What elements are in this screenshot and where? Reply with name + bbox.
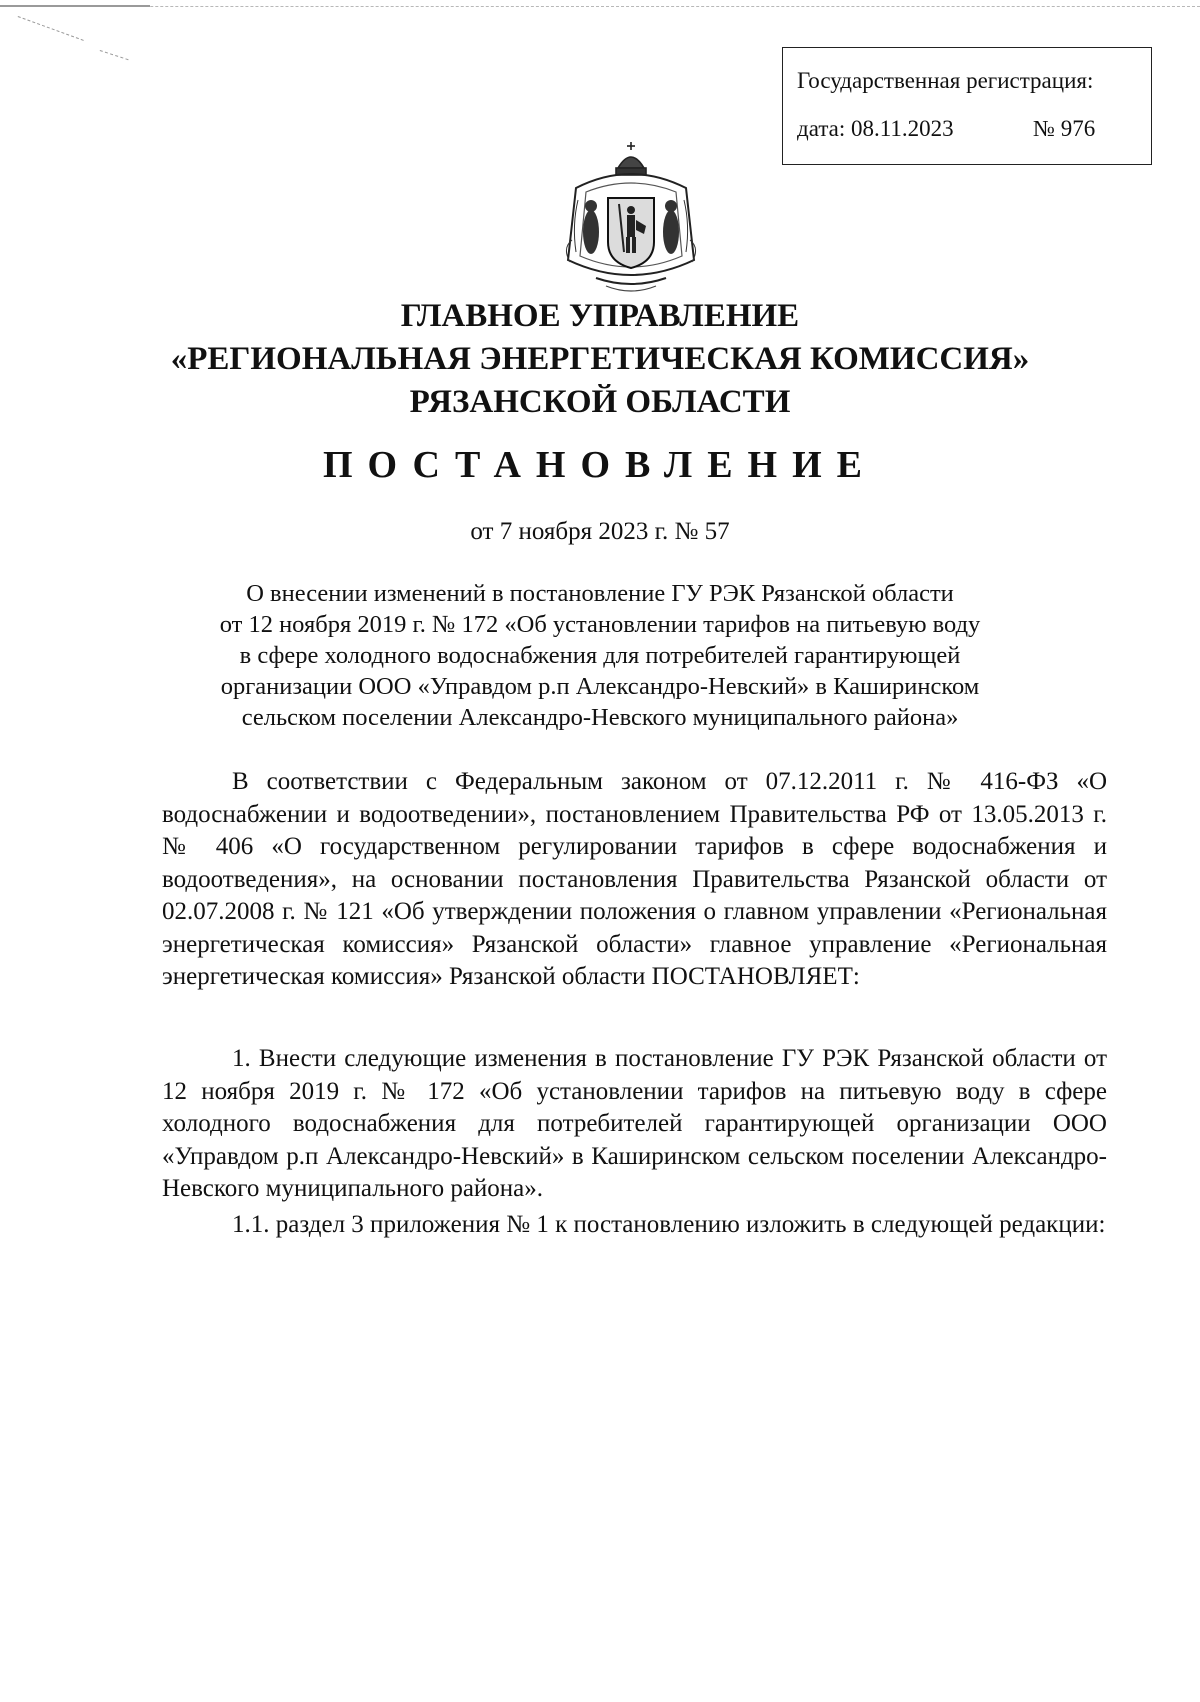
- subject-line: сельском поселении Александро-Невского муниципального района»: [241, 704, 959, 731]
- subject-line: от 12 ноября 2019 г. № 172 «Об установлении тарифов на питьевую воду: [219, 611, 981, 638]
- coat-of-arms-icon: [556, 140, 706, 295]
- decree-subject: [150, 578, 1050, 733]
- registration-number: № 976: [1033, 116, 1096, 141]
- document-type-title: ПОСТАНОВЛЕНИЕ: [322, 444, 878, 486]
- registration-date: дата: 08.11.2023: [797, 116, 954, 141]
- registration-title: Государственная регистрация:: [797, 68, 1094, 93]
- subject-line: О внесении изменений в постановление ГУ РЭК Рязанской области: [246, 580, 954, 607]
- authority-name-line2: «РЕГИОНАЛЬНАЯ ЭНЕРГЕТИЧЕСКАЯ КОМИССИЯ»: [170, 341, 1030, 377]
- authority-name-line1: ГЛАВНОЕ УПРАВЛЕНИЕ: [400, 298, 800, 334]
- preamble-paragraph: В соответствии с Федеральным законом от 07.12.2011 г. № 416-ФЗ «О водоснабжении и водоотведении», постановлением Правительства РФ от 13.05.2013 г. № 406 «О государственном регулировании тарифов в сфере водоснабжения и водоотведения», на основании постановления Правительства Рязанской области от 02.07.2008 г. № 121 «Об утверждении положения о главном управлении «Региональная энергетическая комиссия» Рязанской области» главное управление «Региональная энергетическая комиссия» Рязанской области ПОСТАНОВЛЯЕТ:: [162, 768, 1107, 990]
- scan-edge-mark: [0, 5, 150, 7]
- scan-artifact-line: [100, 50, 129, 60]
- scan-artifact-line: [18, 16, 84, 41]
- item-1-1-paragraph: 1.1. раздел 3 приложения № 1 к постановлению изложить в следующей редакции:: [232, 1211, 1106, 1238]
- scan-edge-line: [0, 6, 1200, 7]
- authority-name-line3: РЯЗАНСКОЙ ОБЛАСТИ: [409, 384, 791, 420]
- subject-line: в сфере холодного водоснабжения для потребителей гарантирующей: [239, 642, 961, 669]
- decree-date-number: от 7 ноября 2023 г. № 57: [470, 518, 730, 545]
- subject-line: организации ООО «Управдом р.п Александро-Невский» в Каширинском: [220, 673, 980, 700]
- registration-stamp: [782, 47, 1152, 165]
- item-1-paragraph: 1. Внести следующие изменения в постановление ГУ РЭК Рязанской области от 12 ноября 2019 г. № 172 «Об установлении тарифов на питьевую воду в сфере холодного водоснабжения для потребителей гарантирующей организации ООО «Управдом р.п Александро-Невский» в Каширинском сельском поселении Александро-Невского муниципального района».: [162, 1045, 1107, 1202]
